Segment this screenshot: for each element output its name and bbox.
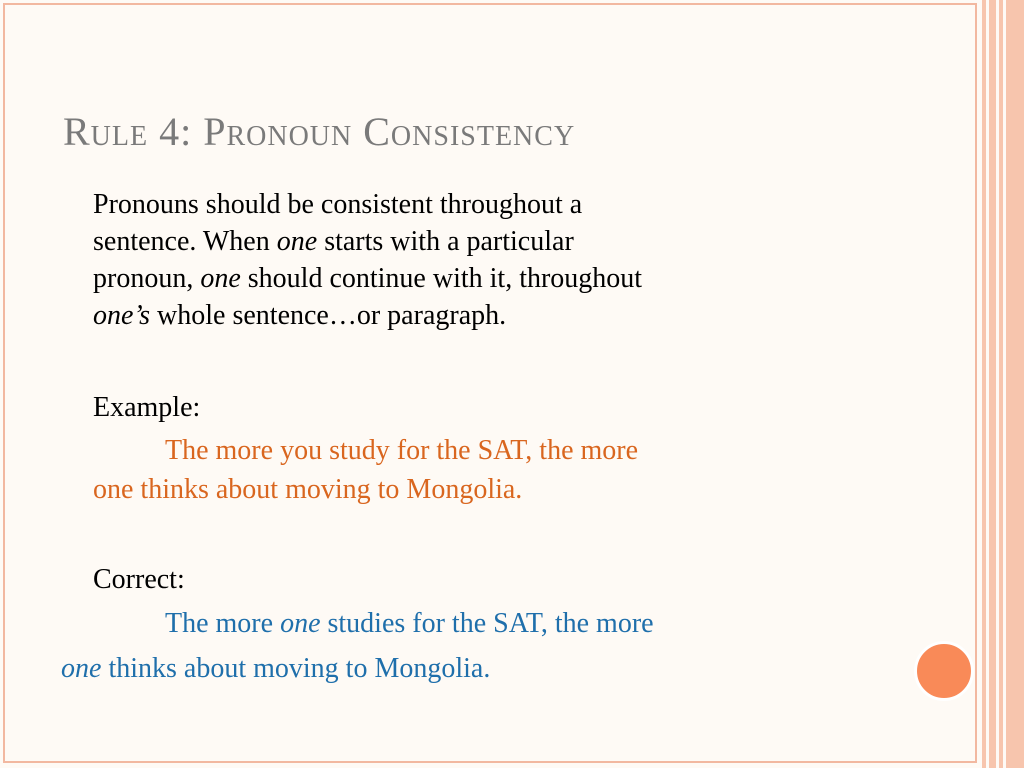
text-run: starts with a particular	[317, 226, 574, 257]
emphasis-one: one	[276, 226, 318, 257]
correct-line-1	[165, 605, 654, 642]
decorative-stripe	[999, 0, 1003, 768]
decorative-stripe	[982, 0, 986, 768]
text-run: should continue with it, throughout	[240, 263, 643, 294]
text-run: pronoun,	[93, 263, 201, 294]
accent-circle	[914, 641, 974, 701]
slide-title: Rule 4: Pronoun Consistency	[63, 109, 576, 154]
text-run: sentence. When	[93, 226, 277, 257]
correct-label: Correct:	[93, 564, 185, 595]
text-run: whole sentence…or paragraph.	[150, 300, 507, 331]
paragraph-line-1: Pronouns should be consistent throughout a	[93, 189, 583, 220]
example-line-1: The more you study for the SAT, the more	[165, 435, 639, 466]
text-run: The more	[165, 608, 281, 639]
correct-line-2	[61, 650, 490, 687]
paragraph-line-3	[93, 260, 642, 297]
emphasis-one: one	[200, 263, 241, 294]
emphasis-one: one	[61, 653, 102, 684]
example-line-2: one thinks about moving to Mongolia.	[93, 474, 523, 505]
text-run: studies for the SAT, the more	[320, 608, 654, 639]
emphasis-ones: one’s	[93, 300, 151, 331]
decorative-stripe	[989, 0, 996, 768]
emphasis-one: one	[280, 608, 321, 639]
example-label: Example:	[93, 392, 201, 423]
paragraph-line-4	[93, 297, 506, 334]
decorative-stripe	[1006, 0, 1024, 768]
text-run: thinks about moving to Mongolia.	[101, 653, 491, 684]
paragraph-line-2	[93, 223, 574, 260]
